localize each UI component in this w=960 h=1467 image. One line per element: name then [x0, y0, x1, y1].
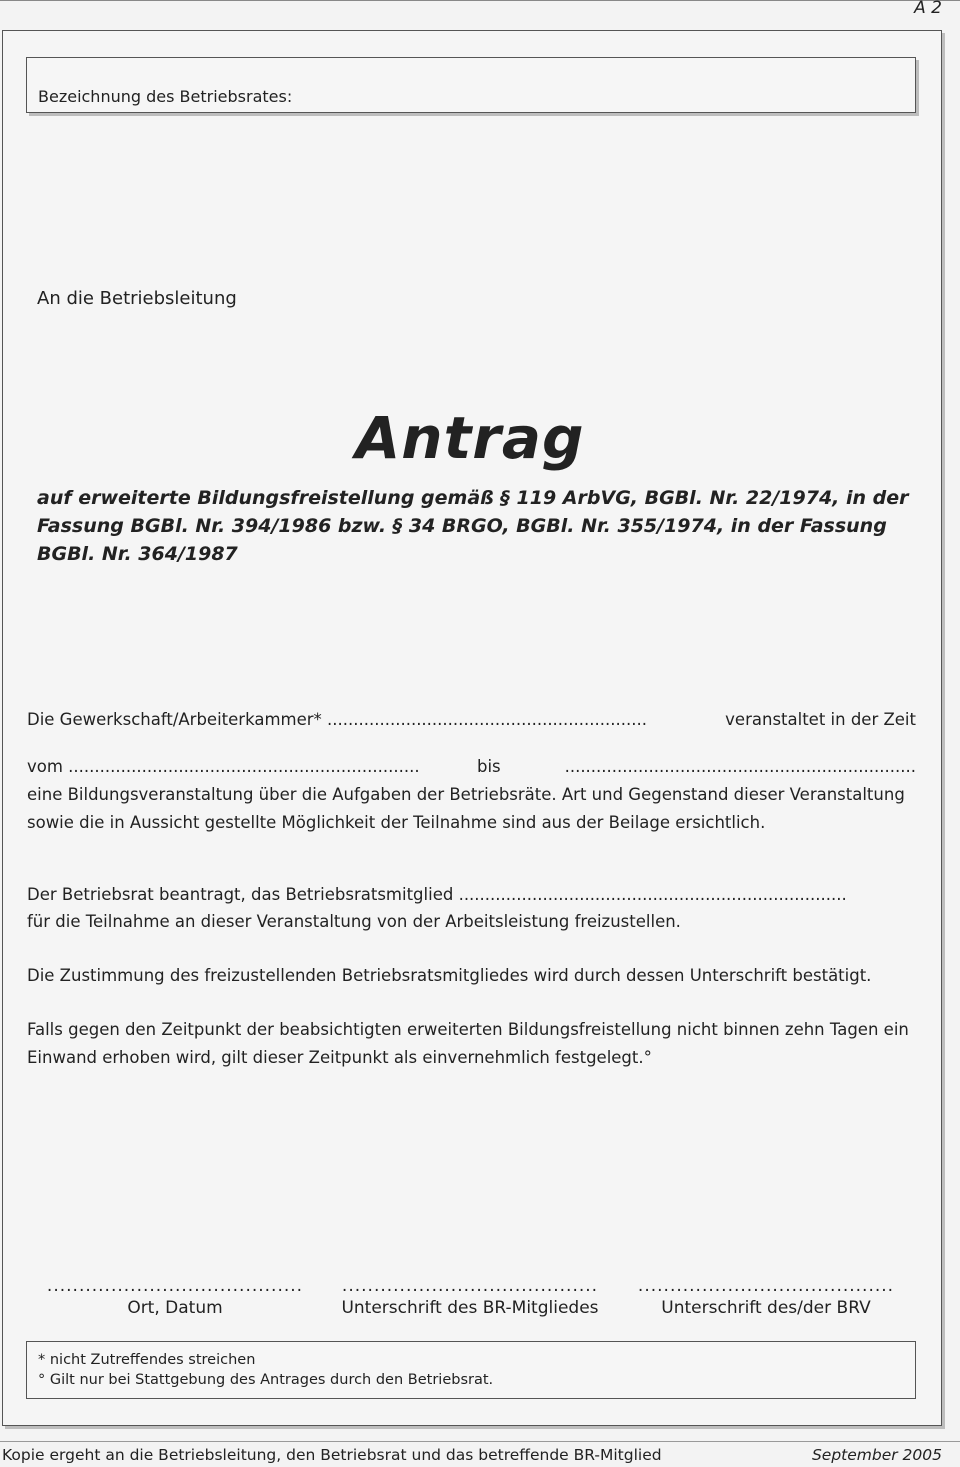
- page-id: A 2: [914, 0, 942, 18]
- footnote-degree: ° Gilt nur bei Stattgebung des Antrages durch den Betriebsrat.: [38, 1372, 494, 1388]
- footer-date: September 2005: [811, 1446, 942, 1464]
- top-rule: [0, 0, 960, 1]
- footer-copy-note: Kopie ergeht an die Betriebsleitung, den Betriebsrat und das betreffende BR-Mitglied: [2, 1446, 662, 1464]
- paragraph-release: für die Teilnahme an dieser Veranstaltung von der Arbeitsleistung freizustellen.: [27, 912, 681, 931]
- footnote-star: * nicht Zutreffendes streichen: [38, 1352, 256, 1368]
- signature-place-date[interactable]: [25, 1276, 325, 1318]
- signature-line: ........................................: [46, 1276, 304, 1296]
- bis-label: bis: [477, 757, 501, 776]
- addressee: An die Betriebsleitung: [37, 288, 237, 309]
- footer-rule: [0, 1441, 960, 1442]
- organizer-line: [27, 710, 916, 729]
- signature-label: Unterschrift des/der BRV: [661, 1298, 871, 1318]
- footnote-box: [26, 1341, 916, 1399]
- document-title: Antrag: [355, 404, 585, 472]
- organizer-field[interactable]: Die Gewerkschaft/Arbeiterkammer* .............................................................: [27, 710, 647, 729]
- from-field[interactable]: vom ...................................................................: [27, 757, 420, 776]
- period-line: [27, 757, 916, 776]
- signature-line: ........................................: [341, 1276, 599, 1296]
- signature-member[interactable]: [320, 1276, 620, 1318]
- signature-brv[interactable]: [616, 1276, 916, 1318]
- council-name-box[interactable]: [26, 57, 916, 113]
- document-subtitle: auf erweiterte Bildungsfreistellung gemäß § 119 ArbVG, BGBl. Nr. 22/1974, in der Fassung BGBl. Nr. 394/1986 bzw. § 34 BRGO, BGBl. Nr. 355/1974, in der Fassung BGBl. Nr. 364/1987: [37, 487, 909, 565]
- signature-line: ........................................: [637, 1276, 895, 1296]
- council-label: Bezeichnung des Betriebsrates:: [38, 87, 293, 106]
- signature-label: Unterschrift des BR-Mitgliedes: [341, 1298, 599, 1318]
- member-line: [27, 885, 916, 904]
- to-field[interactable]: ...................................................................: [564, 757, 916, 776]
- organizer-suffix: veranstaltet in der Zeit: [725, 710, 916, 729]
- member-field[interactable]: Der Betriebsrat beantragt, das Betriebsratsmitglied ..........................................................................: [27, 885, 847, 904]
- paragraph-objection: Falls gegen den Zeitpunkt der beabsichtigten erweiterten Bildungsfreistellung nicht binnen zehn Tagen ein Einwand erhoben wird, gilt dieser Zeitpunkt als einvernehmlich festgelegt.°: [27, 1020, 909, 1067]
- paragraph-event: eine Bildungsveranstaltung über die Aufgaben der Betriebsräte. Art und Gegenstand dieser Veranstaltung sowie die in Aussicht gestellte Möglichkeit der Teilnahme sind aus der Beilage ersichtlich.: [27, 785, 905, 832]
- signature-label: Ort, Datum: [127, 1298, 223, 1318]
- paragraph-consent: Die Zustimmung des freizustellenden Betriebsratsmitgliedes wird durch dessen Unterschrift bestätigt.: [27, 966, 872, 985]
